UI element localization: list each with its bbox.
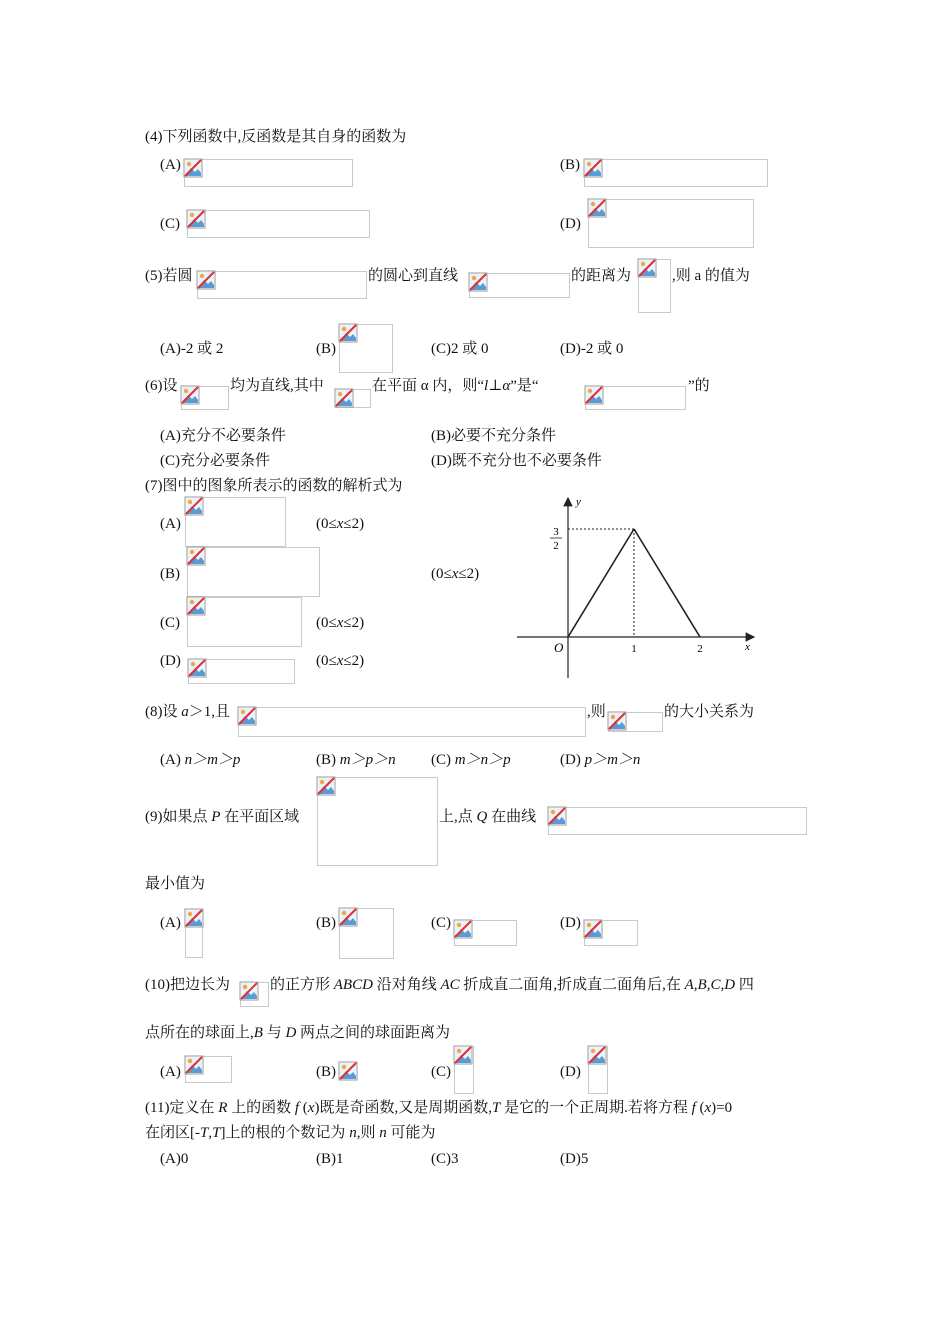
q10-option-d-image	[588, 1046, 608, 1094]
graph-falling-segment	[634, 529, 700, 637]
y-tick-numerator: 3	[553, 526, 559, 538]
q8-option-b: (B) m＞p＞n	[316, 752, 396, 768]
q6-option-d: (D)既不充分也不必要条件	[431, 453, 602, 469]
q6-part2: 均为直线,其中	[230, 378, 324, 394]
q9-option-a-image	[185, 909, 203, 958]
q6-part3: 在平面 α 内，则“l⊥α”是“	[372, 378, 539, 394]
q10-option-c-label: (C)	[431, 1064, 451, 1080]
q10-part1: (10)把边长为	[145, 977, 230, 993]
q8-part3: ,则	[587, 704, 606, 720]
q5-part2: 的圆心到直线	[368, 268, 459, 284]
q11-option-a: (A)0	[160, 1151, 189, 1167]
q10-option-b-image	[339, 1062, 356, 1079]
q4-option-a-label: (A)	[160, 157, 181, 173]
q11-option-c: (C)3	[431, 1151, 459, 1167]
q9-option-b-label: (B)	[316, 915, 336, 931]
q8-variables-image	[608, 712, 663, 732]
q7-option-b-image	[187, 547, 320, 597]
q5-option-b-image	[339, 324, 393, 373]
q9-option-d-label: (D)	[560, 915, 581, 931]
y-tick-denominator: 2	[553, 540, 559, 552]
q9-region-image	[317, 777, 438, 866]
q6-option-a: (A)充分不必要条件	[160, 428, 286, 444]
q4-stem: (4)下列函数中,反函数是其自身的函数为	[145, 129, 407, 145]
q9-option-c-image	[454, 920, 517, 946]
q8-part1: (8)设 a＞1,且	[145, 704, 231, 720]
q5-line-equation-image	[469, 273, 570, 298]
q9-line2: 最小值为	[145, 876, 206, 892]
broken-image-icon	[239, 981, 259, 1001]
q9-option-a-label: (A)	[160, 915, 181, 931]
q5-option-d: (D)-2 或 0	[560, 341, 624, 357]
broken-image-icon	[184, 1055, 204, 1075]
q9-curve-image	[548, 807, 807, 835]
broken-image-icon	[186, 209, 206, 229]
q7-option-a-domain: (0≤x≤2)	[316, 516, 365, 532]
q4-option-c-label: (C)	[160, 216, 180, 232]
q10-option-a-label: (A)	[160, 1064, 181, 1080]
q8-option-c: (C) m＞n＞p	[431, 752, 511, 768]
q7-option-d-label: (D)	[160, 653, 181, 669]
broken-image-icon	[338, 323, 358, 343]
broken-image-icon	[637, 258, 657, 278]
broken-image-icon	[453, 1045, 473, 1065]
q10-line2: 点所在的球面上,B 与 D 两点之间的球面距离为	[145, 1025, 451, 1041]
q11-option-d: (D)5	[560, 1151, 589, 1167]
q5-distance-image	[638, 259, 671, 313]
broken-image-icon	[237, 706, 257, 726]
broken-image-icon	[587, 198, 607, 218]
q6-condition-image	[585, 386, 686, 410]
x-tick-2: 2	[697, 643, 703, 655]
q7-option-b-domain: (0≤x≤2)	[431, 566, 480, 582]
broken-image-icon	[547, 806, 567, 826]
broken-image-icon	[183, 158, 203, 178]
broken-image-icon	[453, 919, 473, 939]
broken-image-icon	[468, 272, 488, 292]
broken-image-icon	[338, 1061, 358, 1081]
x-tick-1: 1	[631, 643, 637, 655]
q5-circle-equation-image	[197, 271, 367, 299]
q7-option-c-image	[187, 597, 302, 647]
q11-line1: (11)定义在 R 上的函数 f (x)既是奇函数,又是周期函数,T 是它的一个正周期.若将方程 f (x)=0	[145, 1100, 733, 1116]
q8-option-a: (A) n＞m＞p	[160, 752, 241, 768]
q8-part4: 的大小关系为	[664, 704, 755, 720]
q4-option-a-image	[184, 159, 353, 187]
broken-image-icon	[184, 496, 204, 516]
q10-side-length-image	[240, 982, 269, 1007]
q10-option-d-label: (D)	[560, 1064, 581, 1080]
q11-line2: 在闭区[-T,T]上的根的个数记为 n,则 n 可能为	[145, 1125, 436, 1141]
q5-part4: ,则 a 的值为	[672, 268, 750, 284]
x-axis-label: x	[745, 641, 750, 653]
q6-part1: (6)设	[145, 378, 178, 394]
broken-image-icon	[184, 908, 204, 928]
y-axis-label: y	[576, 496, 581, 508]
q5-option-c: (C)2 或 0	[431, 341, 489, 357]
q6-part4: ”的	[688, 378, 710, 394]
q5-part1: (5)若圆	[145, 268, 193, 284]
q7-function-graph	[512, 490, 762, 685]
q7-option-c-label: (C)	[160, 615, 180, 631]
broken-image-icon	[180, 385, 200, 405]
q11-option-b: (B)1	[316, 1151, 344, 1167]
q7-option-d-image	[188, 659, 295, 684]
broken-image-icon	[587, 1045, 607, 1065]
q5-option-b-label: (B)	[316, 341, 336, 357]
broken-image-icon	[187, 658, 207, 678]
broken-image-icon	[584, 385, 604, 405]
q5-part3: 的距离为	[571, 268, 632, 284]
broken-image-icon	[196, 270, 216, 290]
q8-option-d: (D) p＞m＞n	[560, 752, 641, 768]
broken-image-icon	[607, 711, 627, 731]
q9-part3: 上,点 Q 在曲线	[439, 809, 537, 825]
q4-option-d-image	[588, 199, 754, 248]
broken-image-icon	[334, 388, 354, 408]
broken-image-icon	[338, 907, 358, 927]
q9-option-c-label: (C)	[431, 915, 451, 931]
graph-rising-segment	[568, 529, 634, 637]
q7-option-a-image	[185, 497, 286, 547]
q5-option-a: (A)-2 或 2	[160, 341, 224, 357]
q6-lines-image	[181, 386, 229, 410]
broken-image-icon	[186, 596, 206, 616]
q7-option-c-domain: (0≤x≤2)	[316, 615, 365, 631]
q10-option-c-image	[454, 1046, 474, 1094]
broken-image-icon	[583, 158, 603, 178]
broken-image-icon	[186, 546, 206, 566]
q4-option-d-label: (D)	[560, 216, 581, 232]
q7-stem: (7)图中的图象所表示的函数的解析式为	[145, 478, 403, 494]
q9-part1: (9)如果点 P 在平面区域	[145, 809, 300, 825]
origin-label: O	[554, 640, 564, 655]
q10-option-b-label: (B)	[316, 1064, 336, 1080]
q7-option-a-label: (A)	[160, 516, 181, 532]
q7-option-b-label: (B)	[160, 566, 180, 582]
broken-image-icon	[316, 776, 336, 796]
q9-option-b-image	[339, 908, 394, 959]
q10-line1-rest: 的正方形 ABCD 沿对角线 AC 折成直二面角,折成直二面角后,在 A,B,C,D 四	[270, 977, 754, 993]
q4-option-b-label: (B)	[560, 157, 580, 173]
q6-lines-in-plane-image	[335, 389, 371, 408]
q4-option-b-image	[584, 159, 768, 187]
broken-image-icon	[583, 919, 603, 939]
q7-option-d-domain: (0≤x≤2)	[316, 653, 365, 669]
q6-option-b: (B)必要不充分条件	[431, 428, 556, 444]
q6-option-c: (C)充分必要条件	[160, 453, 270, 469]
q4-option-c-image	[187, 210, 370, 238]
q10-option-a-image	[185, 1056, 232, 1083]
q9-option-d-image	[584, 920, 638, 946]
q8-condition-image	[238, 707, 586, 737]
